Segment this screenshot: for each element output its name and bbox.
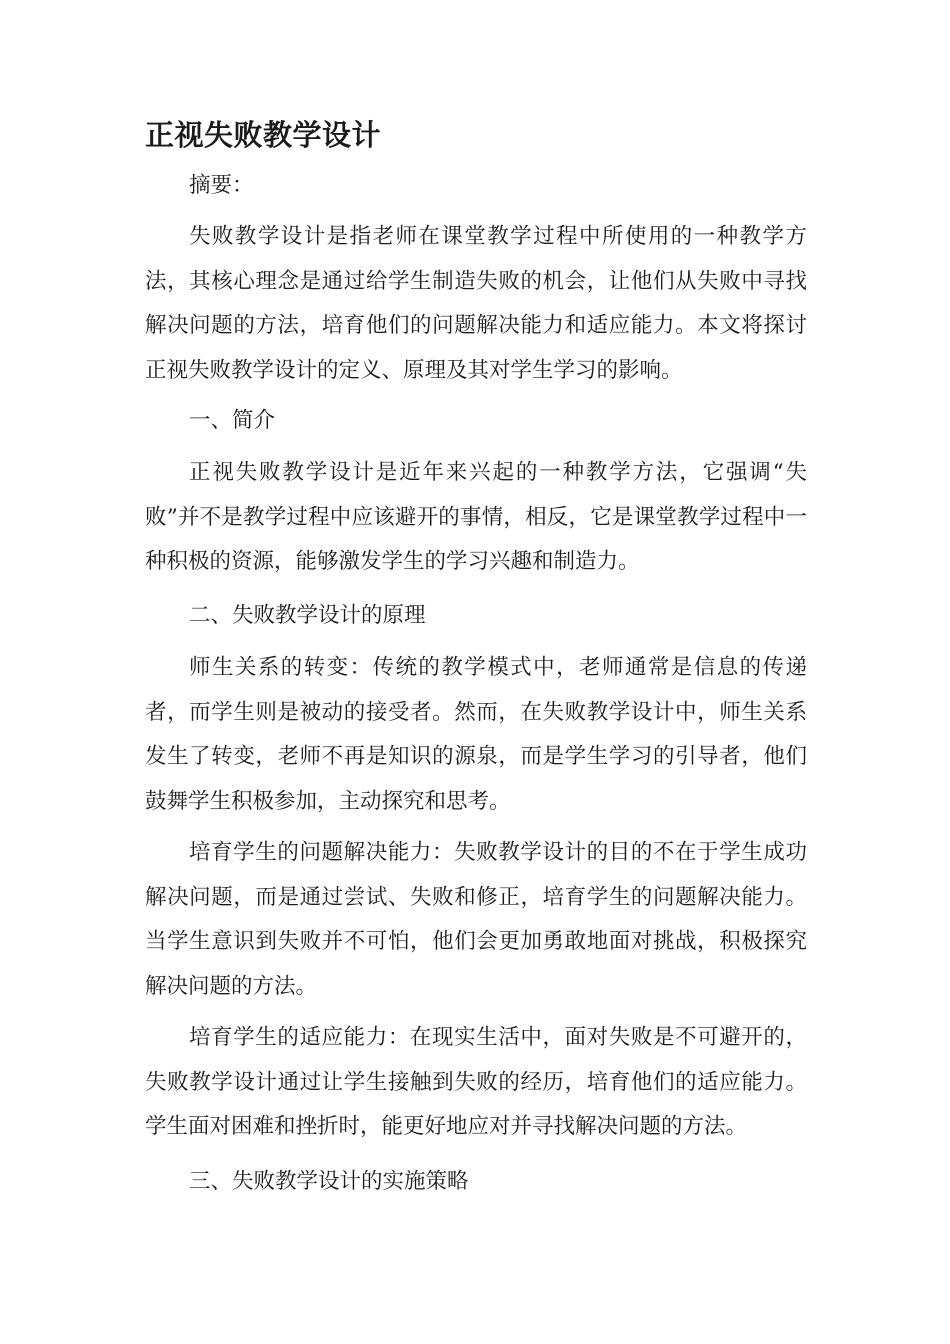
section-heading-strategies: 三、失败教学设计的实施策略 xyxy=(189,1169,469,1194)
abstract-label: 摘要： xyxy=(189,173,254,198)
abstract-paragraph: 失败教学设计是指老师在课堂教学过程中所使用的一种教学方法，其核心理念是通过给学生制造失败的机会，让他们从失败中寻找解决问题的方法，培育他们的问题解决能力和适应能力。本文将探讨正视失败教学设计的定义、原理及其对学生学习的影响。 xyxy=(145,224,807,383)
section-heading-principles: 二、失败教学设计的原理 xyxy=(189,603,426,628)
principle-paragraph-teacher-student: 师生关系的转变：传统的教学模式中，老师通常是信息的传递者，而学生则是被动的接受者。然而，在失败教学设计中，师生关系发生了转变，老师不再是知识的源泉，而是学生学习的引导者，他们鼓舞学生积极参加，主动探究和思考。 xyxy=(145,655,807,814)
principle-paragraph-problem-solving: 培育学生的问题解决能力：失败教学设计的目的不在于学生成功解决问题，而是通过尝试、失败和修正，培育学生的问题解决能力。当学生意识到失败并不可怕，他们会更加勇敢地面对挑战，积极探究解决问题的方法。 xyxy=(145,840,807,999)
document-title: 正视失败教学设计 xyxy=(145,118,382,152)
intro-paragraph: 正视失败教学设计是近年来兴起的一种教学方法，它强调“失败”并不是教学过程中应该避开的事情，相反，它是课堂教学过程中一种积极的资源，能够激发学生的学习兴趣和制造力。 xyxy=(145,460,807,574)
section-heading-intro: 一、简介 xyxy=(189,408,276,433)
principle-paragraph-adaptability: 培育学生的适应能力：在现实生活中，面对失败是不可避开的，失败教学设计通过让学生接触到失败的经历，培育他们的适应能力。学生面对困难和挫折时，能更好地应对并寻找解决问题的方法。 xyxy=(145,1025,807,1139)
